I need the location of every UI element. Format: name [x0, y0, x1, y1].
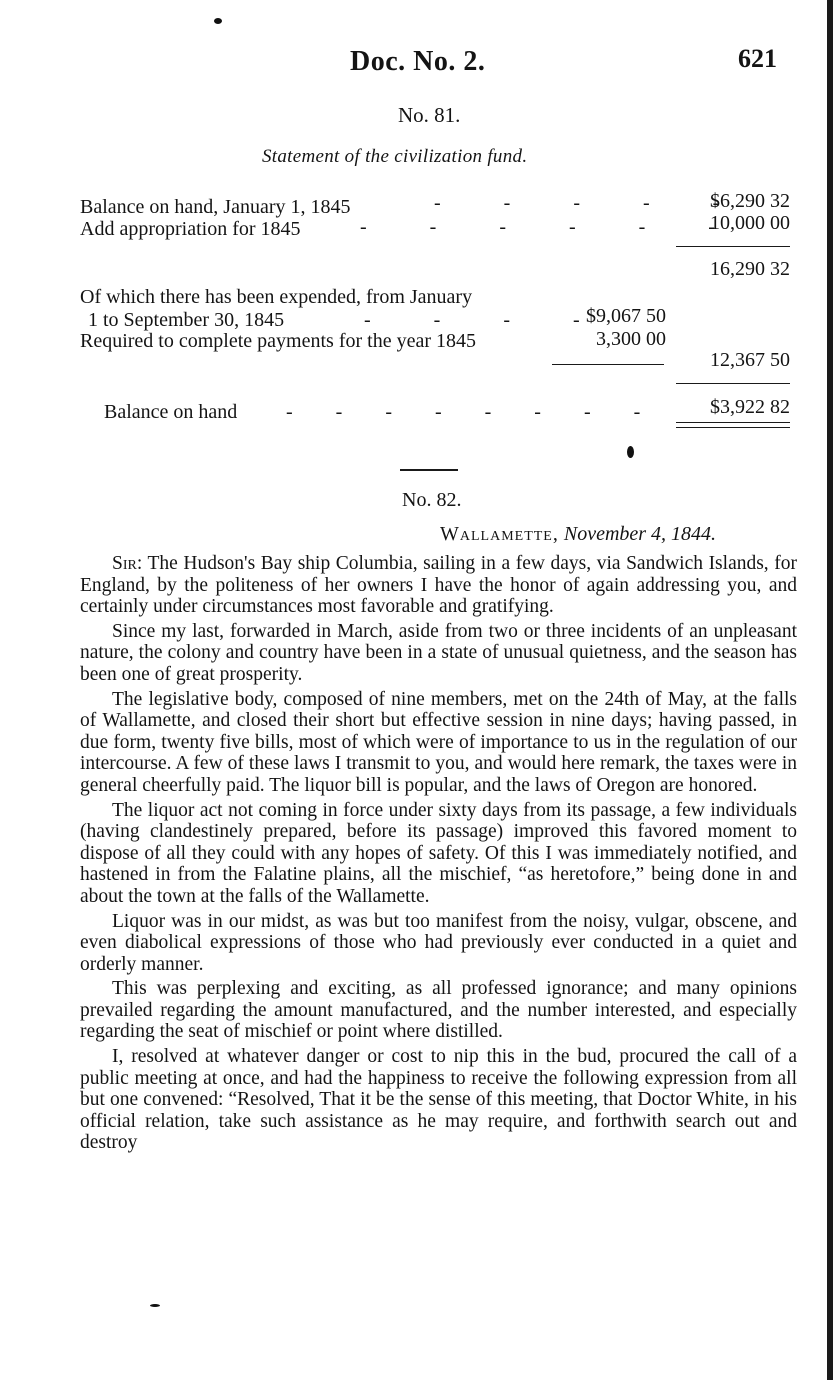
balance-on-hand-amount: $3,922 82: [710, 396, 790, 418]
ink-speck: [627, 446, 634, 458]
statement-title: Statement of the civilization fund.: [262, 146, 528, 167]
paragraph: The legislative body, composed of nine members, met on the 24th of May, at the falls of Wallamette, and closed their short but effective session in nine days; having passed, in due form, twenty five bills, most of which were of importance to us in the regulation of our intercourse. A few of these laws I transmit to you, and would here remark, the taxes were in general cheerfully paid. The liquor bill is popular, and the laws of Oregon are honored.: [80, 688, 797, 796]
row-balance-on-hand-label: Balance on hand: [104, 401, 238, 423]
paragraph: [80, 553, 797, 618]
row-balance-jan-label: Balance on hand, January 1, 1845: [80, 196, 351, 218]
row-expended-amount: $9,067 50: [586, 305, 666, 327]
row-expended-label-line2: 1 to September 30, 1845: [88, 309, 285, 331]
doc-label: Doc. No. 2.: [350, 46, 486, 77]
salutation: Sir:: [112, 553, 143, 574]
page-number: 621: [738, 44, 777, 73]
leader-dots: - - - -: [364, 309, 580, 331]
row-expended-label-line1: Of which there has been expended, from January: [80, 286, 473, 308]
letter-date: November 4, 1844.: [563, 523, 717, 545]
double-rule-top: [676, 422, 790, 423]
ink-speck: [214, 18, 222, 24]
subtotal-amount: 16,290 32: [710, 258, 790, 280]
leader-dots: - - - - - -: [360, 216, 715, 238]
paragraph: Liquor was in our midst, as was but too manifest from the noisy, vulgar, obscene, and even diabolical expressions of those who had previously ever conducted in a quiet and orderly manner.: [80, 910, 797, 975]
leader-dots: - - - - -: [434, 192, 720, 214]
row-appropriation-label: Add appropriation for 1845: [80, 218, 301, 240]
double-rule-bottom: [676, 427, 790, 428]
sum-rule: [676, 246, 790, 247]
row-balance-jan-amount: $6,290 32: [710, 190, 790, 212]
statement-number: No. 81.: [398, 103, 461, 127]
row-required-amount: 3,300 00: [596, 328, 666, 350]
paragraph: The liquor act not coming in force under sixty days from its passage, a few individuals (having clandestinely prepared, before its passage) improved this favored moment to dispose of all they could with any hopes of safety. Of this I was immediately notified, and hastened in from the Falatine plains, all the mischief, “as heretofore,” being done in and about the town at the falls of the Wallamette.: [80, 799, 797, 907]
paragraph-text: The Hudson's Bay ship Columbia, sailing in a few days, via Sandwich Islands, for England, by the politeness of her owners I have the honor of again addressing you, and certainly under circumstances most favorable and gratifying.: [80, 553, 797, 618]
row-appropriation-amount: 10,000 00: [710, 212, 790, 234]
letter-place: Wallamette,: [440, 523, 559, 545]
sum-rule: [676, 383, 790, 384]
section-separator: [400, 469, 458, 471]
letter-number: No. 82.: [402, 489, 462, 511]
sum-rule: [552, 364, 664, 365]
letter-body: [80, 553, 797, 1157]
page-edge-shadow: [827, 0, 833, 1380]
leader-dots: - - - - - - - -: [286, 401, 641, 423]
paragraph: Since my last, forwarded in March, aside from two or three incidents of an unpleasant nature, the colony and country have been in a state of unusual quietness, and the season has been one of great prosperity.: [80, 620, 797, 685]
ink-speck: [150, 1304, 160, 1307]
row-required-label: Required to complete payments for the year 1845: [80, 330, 476, 352]
paragraph: I, resolved at whatever danger or cost to nip this in the bud, procured the call of a public meeting at once, and had the happiness to receive the following expression from all but one convened: “Resolved, That it be the sense of this meeting, that Doctor White, in his official relation, take such assistance as he may require, and forthwith search out and destroy: [80, 1046, 797, 1154]
paragraph: This was perplexing and exciting, as all professed ignorance; and many opinions prevailed regarding the amount manufactured, and the number interested, and especially regarding the seat of mischief or point where distilled.: [80, 978, 797, 1043]
letter-dateline: [440, 523, 716, 546]
total-out-amount: 12,367 50: [710, 349, 790, 371]
